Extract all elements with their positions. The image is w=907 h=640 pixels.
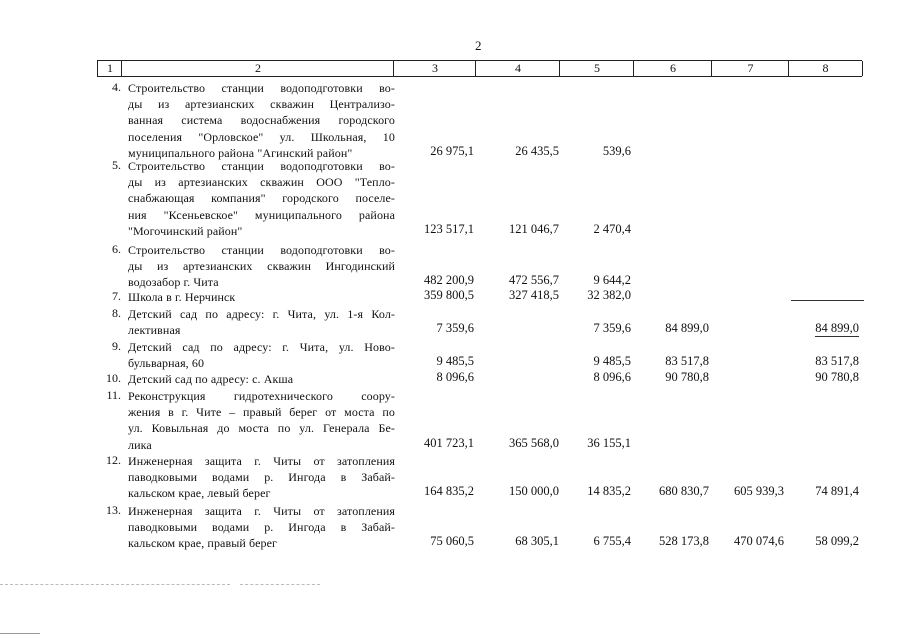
- cell-col-8: 74 891,4: [815, 484, 859, 499]
- description-line: поселения "Орловское" ул. Школьная, 10: [128, 129, 395, 144]
- row-description: [128, 339, 395, 371]
- description-line: лективная: [128, 323, 181, 338]
- description-line: Детский сад по адресу: г. Чита, ул. Ново-: [128, 340, 395, 354]
- description-line: Инженерная защита г. Читы от затопления: [128, 504, 395, 518]
- scan-artifact-line: [0, 584, 230, 585]
- header-col-8: 8: [788, 61, 863, 76]
- cell-col-3: 401 723,1: [424, 435, 474, 450]
- cell-col-3: 359 800,5: [424, 288, 474, 302]
- row-description: [128, 289, 395, 305]
- cell-col-4: 327 418,5: [509, 288, 559, 302]
- cell-col-5: 6 755,4: [593, 534, 631, 549]
- row-description: [128, 388, 395, 453]
- cell-col-5: 14 835,2: [587, 484, 631, 499]
- description-line: водозабор г. Чита: [128, 275, 219, 290]
- header-col-1: 1: [97, 61, 122, 76]
- scan-artifact-line: [0, 633, 40, 634]
- description-line: паводковыми водами р. Ингода в Забай-: [128, 470, 395, 485]
- cell-col-8: 58 099,2: [815, 534, 859, 549]
- description-line: Реконструкция гидротехнического соору-: [128, 389, 395, 403]
- description-line: ды из артезианских скважин ООО "Тепло-: [128, 175, 395, 190]
- cell-col-7: 470 074,6: [734, 534, 784, 549]
- description-line: кальском крае, левый берег: [128, 486, 271, 501]
- header-col-2: 2: [121, 61, 394, 76]
- row-number: 4.: [112, 80, 121, 94]
- header-col-6: 6: [633, 61, 712, 76]
- row-description: [128, 158, 395, 239]
- cell-col-3: 123 517,1: [424, 221, 474, 236]
- row-description: [128, 503, 395, 552]
- cell-col-4: 26 435,5: [515, 143, 559, 158]
- description-line: паводковыми водами р. Ингода в Забай-: [128, 520, 395, 535]
- row-number: 13.: [106, 503, 121, 517]
- cell-col-6: 528 173,8: [659, 534, 709, 549]
- row-description: [128, 80, 395, 161]
- row-number: 5.: [112, 158, 121, 172]
- page-number: 2: [475, 38, 482, 53]
- description-line: Строительство станции водоподготовки во-: [128, 159, 395, 173]
- description-line: Детский сад по адресу: с. Акша: [128, 372, 294, 386]
- description-line: Детский сад по адресу: г. Чита, ул. 1-я Кол-: [128, 307, 395, 321]
- cell-col-5: 32 382,0: [587, 288, 631, 302]
- header-col-3: 3: [393, 61, 476, 76]
- cell-col-8: 84 899,0: [815, 321, 859, 336]
- cell-col-4: 472 556,7: [509, 273, 559, 288]
- cell-col-5: 7 359,6: [593, 321, 631, 336]
- description-line: Школа в г. Нерчинск: [128, 290, 236, 304]
- header-col-7: 7: [711, 61, 789, 76]
- description-line: ды из артезианских скважин Централизо-: [128, 97, 395, 112]
- cell-col-3: 482 200,9: [424, 273, 474, 288]
- description-line: кальском крае, правый берег: [128, 536, 278, 551]
- row-number: 6.: [112, 242, 121, 256]
- cell-col-4: 365 568,0: [509, 435, 559, 450]
- description-line: снабжающая компания" городского поселе-: [128, 191, 395, 206]
- cell-col-5: 2 470,4: [593, 221, 631, 236]
- description-line: "Могочинский район": [128, 223, 243, 238]
- table-header: [97, 60, 862, 77]
- cell-col-6: 90 780,8: [665, 370, 709, 384]
- cell-col-3: 75 060,5: [430, 534, 474, 549]
- cell-col-5: 36 155,1: [587, 435, 631, 450]
- row-number: 9.: [112, 339, 121, 353]
- row-number: 10.: [106, 371, 121, 385]
- cell-col-5: 8 096,6: [593, 370, 631, 384]
- row-number: 11.: [106, 388, 121, 402]
- description-line: жения в г. Чите – правый берег от моста по: [128, 405, 395, 420]
- description-line: ния "Ксеньевское" муниципального района: [128, 207, 395, 222]
- cell-col-4: 150 000,0: [509, 484, 559, 499]
- cell-col-6: 680 830,7: [659, 484, 709, 499]
- description-line: Инженерная защита г. Читы от затопления: [128, 454, 395, 468]
- description-line: ванная система водоснабжения городского: [128, 113, 395, 128]
- cell-col-3: 164 835,2: [424, 484, 474, 499]
- cell-col-6: 84 899,0: [665, 321, 709, 336]
- header-col-5: 5: [559, 61, 634, 76]
- cell-col-4: 121 046,7: [509, 221, 559, 236]
- row-number: 7.: [112, 289, 121, 303]
- header-col-4: 4: [475, 61, 560, 76]
- cell-col-5: 539,6: [602, 143, 631, 158]
- description-line: Строительство станции водоподготовки во-: [128, 243, 395, 257]
- description-line: ды из артезианских скважин Ингодинский: [128, 259, 395, 274]
- row-number: 8.: [112, 306, 121, 320]
- description-line: ул. Ковыльная до моста по ул. Генерала Бе-: [128, 421, 395, 436]
- description-line: лика: [128, 437, 152, 452]
- cell-col-3: 7 359,6: [436, 321, 474, 336]
- cell-col-3: 26 975,1: [430, 143, 474, 158]
- cell-col-8: 83 517,8: [815, 354, 859, 369]
- cell-col-8: 90 780,8: [815, 370, 859, 384]
- handwritten-underline: [791, 300, 864, 301]
- cell-col-6: 83 517,8: [665, 354, 709, 369]
- cell-col-4: 68 305,1: [515, 534, 559, 549]
- row-description: [128, 306, 395, 338]
- cell-col-5: 9 644,2: [593, 273, 631, 288]
- cell-col-7: 605 939,3: [734, 484, 784, 499]
- description-line: бульварная, 60: [128, 356, 205, 371]
- scan-artifact-line: [240, 584, 320, 585]
- row-description: [128, 453, 395, 502]
- cell-col-3: 8 096,6: [436, 370, 474, 384]
- cell-col-5: 9 485,5: [593, 354, 631, 369]
- cell-col-3: 9 485,5: [436, 354, 474, 369]
- row-description: [128, 371, 395, 387]
- description-line: муниципального района "Агинский район": [128, 145, 353, 160]
- row-number: 12.: [106, 453, 121, 467]
- description-line: Строительство станции водоподготовки во-: [128, 81, 395, 95]
- row-description: [128, 242, 395, 291]
